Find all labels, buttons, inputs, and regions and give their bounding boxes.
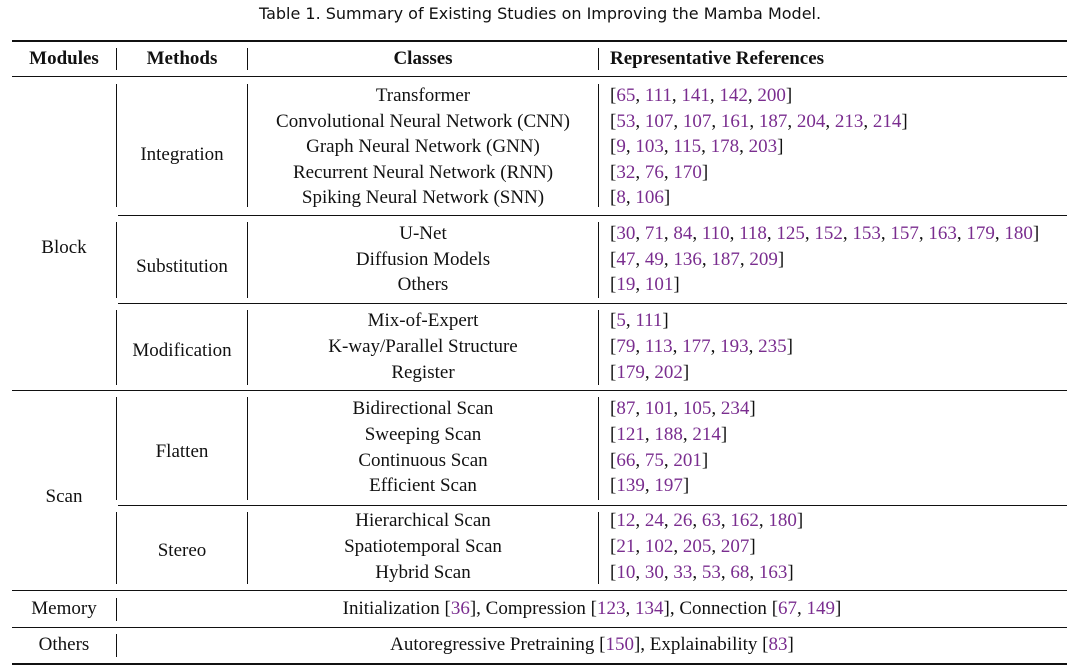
block-scan-rule — [12, 390, 1067, 391]
memory-others-rule — [12, 627, 1067, 628]
citation-link[interactable]: 83 — [768, 634, 788, 655]
citation-link[interactable]: 213 — [834, 111, 864, 132]
citation-link[interactable]: 180 — [1004, 223, 1033, 244]
header-sep-3 — [598, 48, 599, 70]
citation-link[interactable]: 110 — [701, 223, 730, 244]
citation-link[interactable]: 49 — [644, 249, 664, 270]
citation-link[interactable]: 162 — [730, 510, 759, 531]
references-cell: [10, 30, 33, 53, 68, 163] — [610, 562, 794, 583]
references-cell: [87, 101, 105, 234] — [610, 398, 756, 419]
citation-link[interactable]: 115 — [673, 136, 702, 157]
vsep-classes-refs-1 — [598, 222, 599, 298]
citation-link[interactable]: 201 — [673, 450, 702, 471]
class-cell: Graph Neural Network (GNN) — [306, 136, 540, 157]
citation-link[interactable]: 101 — [644, 398, 674, 419]
class-cell: Spatiotemporal Scan — [344, 536, 502, 557]
class-cell: Hierarchical Scan — [355, 510, 491, 531]
memory-item-name: Compression — [485, 598, 586, 619]
citation-link[interactable]: 47 — [616, 249, 636, 270]
class-cell: K-way/Parallel Structure — [328, 336, 518, 357]
citation-link[interactable]: 66 — [616, 450, 636, 471]
references-cell: [5, 111] — [610, 310, 669, 331]
method-label: Integration — [140, 144, 224, 165]
citation-link[interactable]: 204 — [796, 111, 826, 132]
citation-link[interactable]: 142 — [719, 85, 748, 106]
citation-link[interactable]: 53 — [616, 111, 636, 132]
citation-link[interactable]: 163 — [758, 562, 788, 583]
citation-link[interactable]: 26 — [673, 510, 693, 531]
class-cell: Convolutional Neural Network (CNN) — [276, 111, 570, 132]
class-cell: Sweeping Scan — [364, 424, 482, 445]
citation-link[interactable]: 153 — [852, 223, 881, 244]
method-label: Modification — [132, 340, 232, 361]
citation-link[interactable]: 177 — [682, 336, 711, 357]
memory-module-label: Memory — [31, 598, 97, 619]
citation-link[interactable]: 125 — [776, 223, 805, 244]
class-cell: Bidirectional Scan — [352, 398, 494, 419]
citation-link[interactable]: 111 — [635, 310, 663, 331]
top-rule — [12, 40, 1067, 42]
citation-link[interactable]: 113 — [644, 336, 673, 357]
vsep-classes-refs-0 — [598, 84, 599, 207]
citation-link[interactable]: 65 — [616, 85, 636, 106]
header-modules: Modules — [29, 48, 99, 69]
citation-link[interactable]: 107 — [644, 111, 674, 132]
citation-link[interactable]: 203 — [748, 136, 778, 157]
citation-link[interactable]: 187 — [758, 111, 788, 132]
citation-link[interactable]: 214 — [872, 111, 902, 132]
citation-link[interactable]: 36 — [450, 598, 470, 619]
header-references: Representative References — [610, 48, 825, 69]
citation-link[interactable]: 170 — [673, 162, 702, 183]
citation-link[interactable]: 76 — [644, 162, 664, 183]
citation-link[interactable]: 209 — [749, 249, 778, 270]
method-label: Flatten — [155, 441, 209, 462]
citation-link[interactable]: 67 — [778, 598, 798, 619]
class-cell: Mix-of-Expert — [367, 310, 479, 331]
citation-link[interactable]: 68 — [730, 562, 750, 583]
class-cell: Efficient Scan — [369, 475, 477, 496]
module-label: Scan — [45, 486, 83, 507]
citation-link[interactable]: 150 — [605, 634, 634, 655]
method-label: Substitution — [136, 256, 228, 277]
block-substitution-rule — [118, 303, 1067, 304]
references-cell: [19, 101] — [610, 274, 680, 295]
citation-link[interactable]: 24 — [644, 510, 664, 531]
vsep-classes-refs-4 — [598, 512, 599, 584]
class-cell: Continuous Scan — [358, 450, 488, 471]
references-cell: [53, 107, 107, 161, 187, 204, 213, 214] — [610, 111, 908, 132]
citation-link[interactable]: 75 — [644, 450, 664, 471]
citation-link[interactable]: 180 — [768, 510, 797, 531]
citation-link[interactable]: 105 — [682, 398, 712, 419]
citation-link[interactable]: 235 — [758, 336, 787, 357]
citation-link[interactable]: 205 — [682, 536, 712, 557]
references-cell: [179, 202] — [610, 362, 690, 383]
citation-link[interactable]: 79 — [616, 336, 636, 357]
others-items: Autoregressive Pretraining [150], Explainability [83] — [390, 634, 794, 655]
scan-memory-rule — [12, 590, 1067, 591]
citation-link[interactable]: 134 — [635, 598, 664, 619]
citation-link[interactable]: 200 — [757, 85, 786, 106]
class-cell: U-Net — [399, 223, 447, 244]
citation-link[interactable]: 30 — [644, 562, 664, 583]
method-label: Stereo — [157, 540, 207, 561]
citation-link[interactable]: 161 — [720, 111, 750, 132]
citation-link[interactable]: 121 — [616, 424, 645, 445]
header-classes: Classes — [393, 48, 453, 69]
class-cell: Hybrid Scan — [375, 562, 471, 583]
references-cell: [32, 76, 170] — [610, 162, 709, 183]
citation-link[interactable]: 118 — [739, 223, 767, 244]
class-cell: Others — [397, 274, 449, 295]
references-cell: [65, 111, 141, 142, 200] — [610, 85, 793, 106]
citation-link[interactable]: 63 — [701, 510, 721, 531]
class-cell: Transformer — [375, 85, 471, 106]
header-methods: Methods — [146, 48, 218, 69]
citation-link[interactable]: 141 — [681, 85, 710, 106]
others-module-label: Others — [38, 634, 90, 655]
class-cell: Diffusion Models — [355, 249, 491, 270]
citation-link[interactable]: 103 — [635, 136, 664, 157]
scan-flatten-rule — [118, 505, 1067, 506]
citation-link[interactable]: 30 — [616, 223, 636, 244]
citation-link[interactable]: 19 — [616, 274, 636, 295]
citation-link[interactable]: 33 — [673, 562, 693, 583]
memory-items: Initialization [36], Compression [123, 134], Connection [67, 149] — [342, 598, 842, 619]
citation-link[interactable]: 149 — [806, 598, 836, 619]
citation-link[interactable]: 9 — [616, 136, 626, 157]
citation-link[interactable]: 157 — [890, 223, 919, 244]
citation-link[interactable]: 102 — [644, 536, 674, 557]
citation-link[interactable]: 152 — [814, 223, 843, 244]
table-caption: Table 1. Summary of Existing Studies on Improving the Mamba Model. — [258, 4, 822, 23]
citation-link[interactable]: 10 — [616, 562, 636, 583]
module-label: Block — [41, 237, 87, 258]
references-cell: [47, 49, 136, 187, 209] — [610, 249, 785, 270]
vsep-classes-refs-2 — [598, 310, 599, 385]
citation-link[interactable]: 107 — [682, 111, 712, 132]
references-cell: [139, 197] — [610, 475, 690, 496]
citation-link[interactable]: 32 — [616, 162, 636, 183]
citation-link[interactable]: 234 — [720, 398, 750, 419]
citation-link[interactable]: 163 — [928, 223, 957, 244]
citation-link[interactable]: 8 — [616, 187, 626, 208]
citation-link[interactable]: 178 — [710, 136, 740, 157]
citation-link[interactable]: 71 — [644, 223, 664, 244]
references-cell: [21, 102, 205, 207] — [610, 536, 756, 557]
class-cell: Recurrent Neural Network (RNN) — [292, 162, 554, 183]
citation-link[interactable]: 12 — [616, 510, 636, 531]
citation-link[interactable]: 197 — [654, 475, 683, 496]
vsep-classes-refs-3 — [598, 397, 599, 500]
citation-link[interactable]: 202 — [654, 362, 683, 383]
others-item-name: Explainability — [649, 634, 758, 655]
citation-link[interactable]: 139 — [616, 475, 645, 496]
others-item-name: Autoregressive Pretraining — [390, 634, 595, 655]
citation-link[interactable]: 187 — [711, 249, 740, 270]
citation-link[interactable]: 136 — [673, 249, 702, 270]
citation-link[interactable]: 21 — [616, 536, 636, 557]
citation-link[interactable]: 179 — [616, 362, 645, 383]
citation-link[interactable]: 87 — [616, 398, 636, 419]
references-cell: [8, 106] — [610, 187, 671, 208]
citation-link[interactable]: 207 — [720, 536, 750, 557]
citation-link[interactable]: 106 — [635, 187, 664, 208]
references-cell: [12, 24, 26, 63, 162, 180] — [610, 510, 804, 531]
references-cell: [30, 71, 84, 110, 118, 125, 152, 153, 157, 163, 179, 180] — [610, 223, 1040, 244]
citation-link[interactable]: 5 — [616, 310, 626, 331]
references-cell: [66, 75, 201] — [610, 450, 709, 471]
references-cell: [121, 188, 214] — [610, 424, 728, 445]
references-cell: [9, 103, 115, 178, 203] — [610, 136, 784, 157]
class-cell: Spiking Neural Network (SNN) — [301, 187, 545, 208]
citation-link[interactable]: 101 — [644, 274, 674, 295]
citation-link[interactable]: 84 — [673, 223, 693, 244]
references-cell: [79, 113, 177, 193, 235] — [610, 336, 793, 357]
citation-link[interactable]: 53 — [701, 562, 721, 583]
citation-link[interactable]: 123 — [597, 598, 626, 619]
citation-link[interactable]: 179 — [966, 223, 995, 244]
citation-link[interactable]: 188 — [654, 424, 683, 445]
citation-link[interactable]: 214 — [692, 424, 721, 445]
header-rule — [12, 76, 1067, 77]
block-integration-rule — [118, 215, 1067, 216]
bottom-rule — [12, 663, 1067, 665]
class-cell: Register — [391, 362, 455, 383]
memory-item-name: Initialization — [342, 598, 440, 619]
citation-link[interactable]: 193 — [720, 336, 749, 357]
citation-link[interactable]: 111 — [644, 85, 672, 106]
memory-item-name: Connection — [679, 598, 767, 619]
